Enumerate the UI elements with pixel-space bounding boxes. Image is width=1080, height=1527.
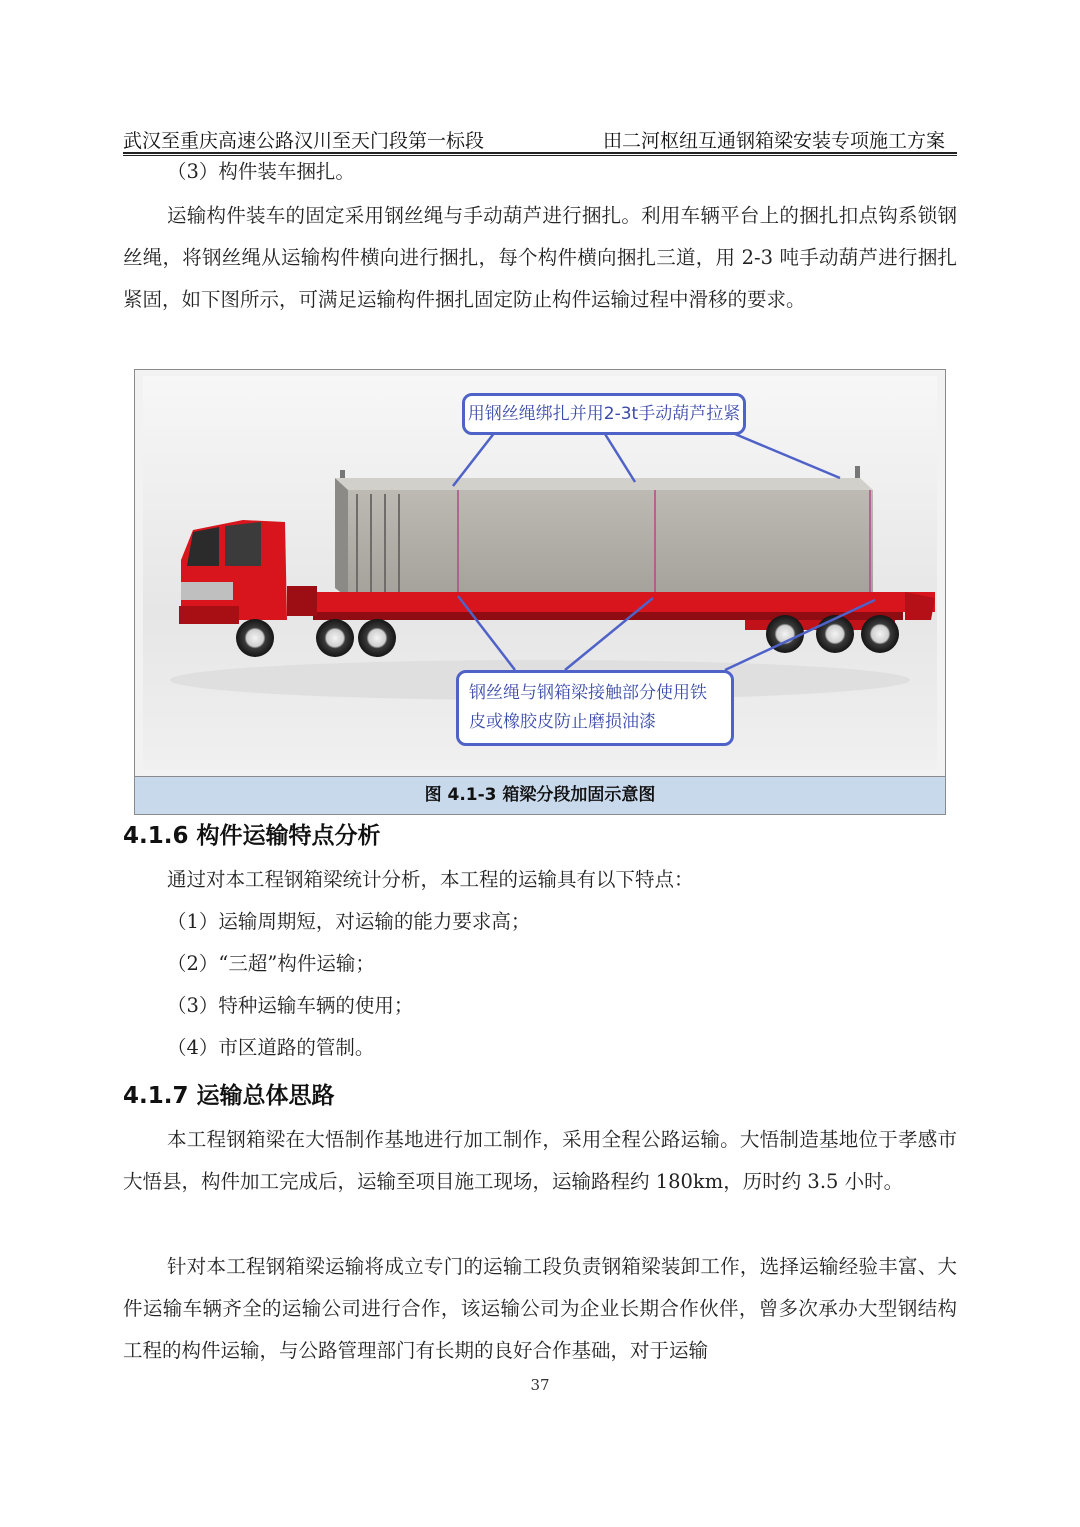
binding-subtitle: （3）构件装车捆扎。 [167,160,355,183]
header-rule [123,152,957,156]
truck-chassis [287,586,317,616]
callout-bottom-line2: 皮或橡胶皮防止磨损油漆 [469,712,656,732]
cab-side-window [225,522,261,566]
section-416-intro: 通过对本工程钢箱梁统计分析，本工程的运输具有以下特点： [167,868,694,891]
figure-caption: 图 4.1-3 箱梁分段加固示意图 [135,776,945,814]
box-girder [348,490,873,598]
trailer-beam [313,612,903,620]
list-item: （3）特种运输车辆的使用； [167,994,414,1017]
callout-bottom-line1: 钢丝绳与钢箱梁接触部分使用铁 [469,683,707,703]
cab-bumper [179,606,239,624]
binding-paragraph: 运输构件装车的固定采用钢丝绳与手动葫芦进行捆扎。利用车辆平台上的捆扎扣点钩系锁钢丝绳，将钢丝绳从运输构件横向进行捆扎，每个构件横向捆扎三道，用 2-3 吨手动葫芦进行捆扎紧固，如下图所示，可满足运输构件捆扎固定防止构件运输过程中滑移的要求。 [123,204,957,311]
lifting-lug [855,466,860,478]
callout-top [462,393,746,435]
figure-truck-binding [134,369,946,815]
page-header [123,122,957,152]
page-number: 37 [530,1376,550,1394]
callout-top-text: 用钢丝绳绑扎并用2-3t手动葫芦拉紧 [467,404,741,424]
list-item: （4）市区道路的管制。 [167,1036,375,1059]
heading-4-1-7: 4.1.7 运输总体思路 [123,1083,335,1109]
callout-bottom [456,670,734,746]
list-item: （1）运输周期短，对运输的能力要求高； [167,910,531,933]
heading-4-1-6: 4.1.6 构件运输特点分析 [123,823,381,849]
box-girder-end [335,478,348,598]
trailer-deck [310,592,935,612]
header-document-title: 田二河枢纽互通钢箱梁安装专项施工方案 [602,130,945,152]
cab-grille [181,582,233,600]
lifting-lug [340,470,345,478]
section-417-paragraph-1: 本工程钢箱梁在大悟制作基地进行加工制作，采用全程公路运输。大悟制造基地位于孝感市大悟县，构件加工完成后，运输至项目施工现场，运输路程约 180km，历时约 3.5 小时。 [123,1128,957,1193]
list-item: （2）“三超”构件运输； [167,952,375,975]
box-girder-top [335,478,873,490]
section-417-paragraph-2: 针对本工程钢箱梁运输将成立专门的运输工段负责钢箱梁装卸工作，选择运输经验丰富、大件运输车辆齐全的运输公司进行合作，该运输公司为企业长期合作伙伴，曾多次承办大型钢结构工程的构件运输，与公路管理部门有长期的良好合作基础，对于运输 [123,1255,957,1362]
header-project-title: 武汉至重庆高速公路汉川至天门段第一标段 [123,130,485,152]
